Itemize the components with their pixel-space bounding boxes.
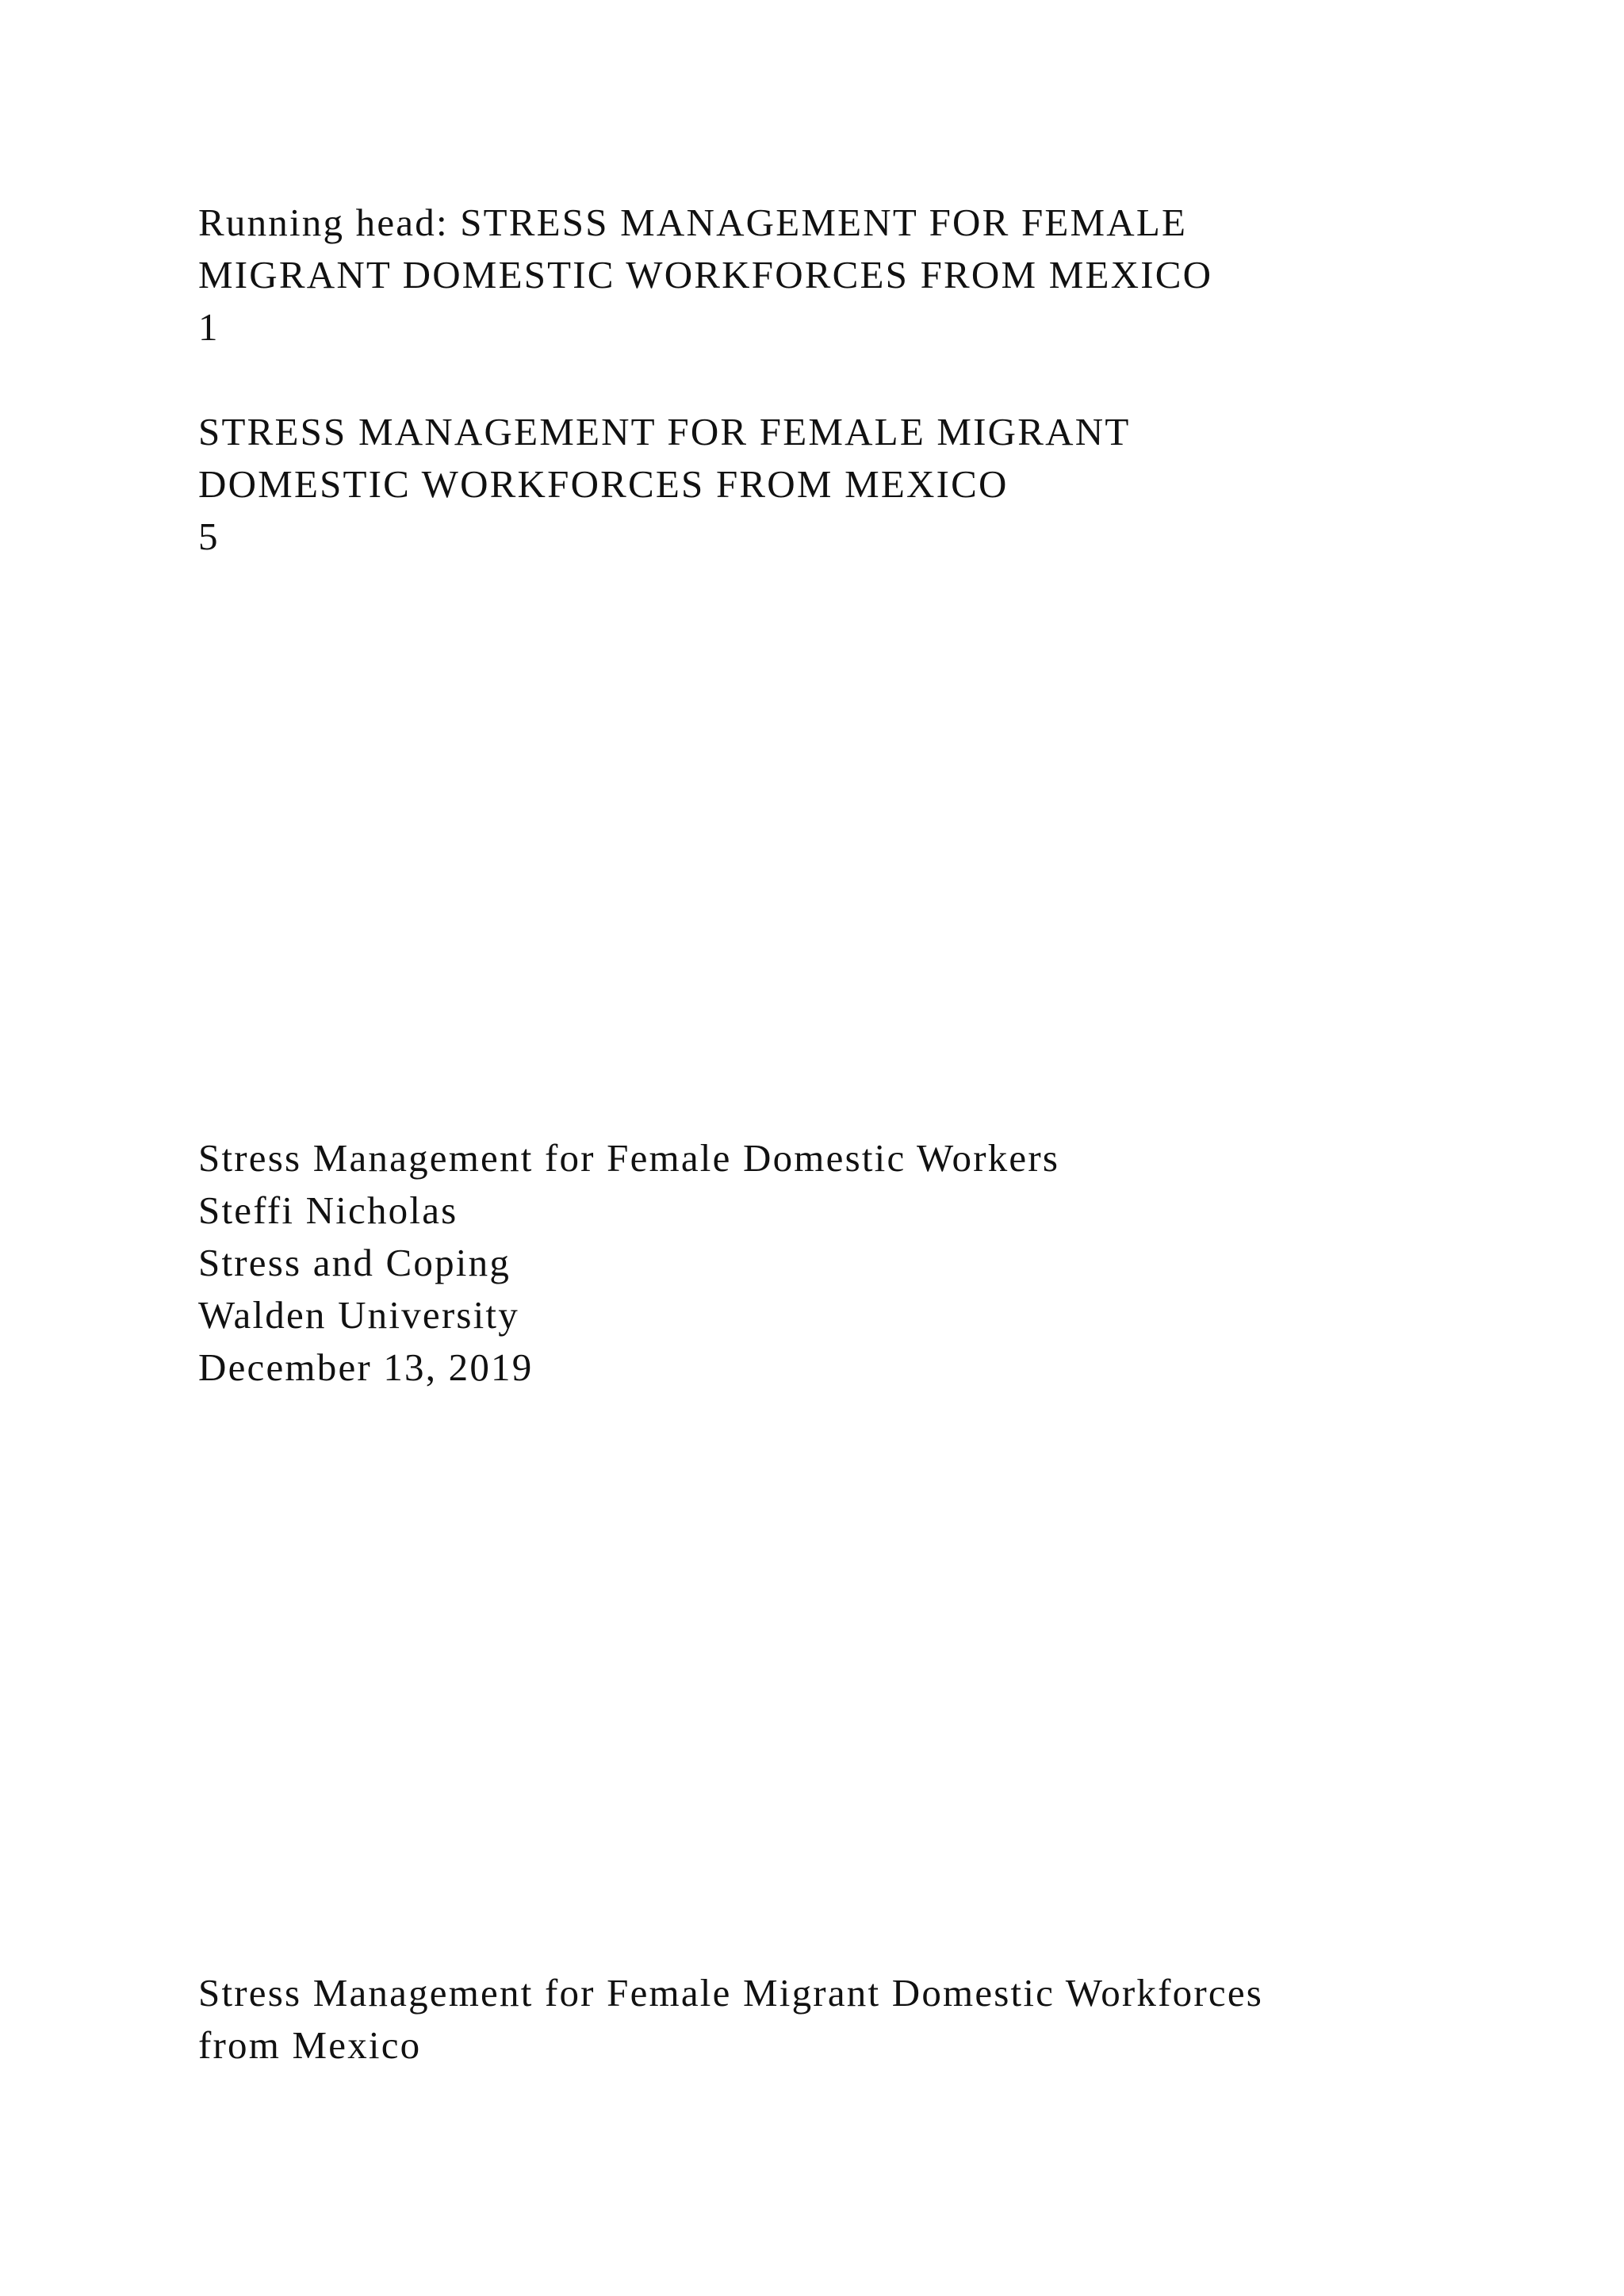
course-name: Stress and Coping xyxy=(198,1241,511,1284)
page-header-line-1: STRESS MANAGEMENT FOR FEMALE MIGRANT xyxy=(198,410,1131,453)
author-name: Steffi Nicholas xyxy=(198,1188,458,1232)
page-number-5: 5 xyxy=(198,515,220,558)
running-head xyxy=(198,197,1467,354)
running-head-line-1: Running head: STRESS MANAGEMENT FOR FEMALE xyxy=(198,201,1188,244)
body-title-line-1: Stress Management for Female Migrant Domestic Workforces xyxy=(198,1971,1264,2015)
page-number-1: 1 xyxy=(198,305,220,349)
body-title-line-2: from Mexico xyxy=(198,2023,422,2067)
submission-date: December 13, 2019 xyxy=(198,1345,534,1389)
body-title xyxy=(198,1967,1467,2072)
page-header xyxy=(198,406,1467,563)
institution-name: Walden University xyxy=(198,1293,519,1337)
paper-title: Stress Management for Female Domestic Workers xyxy=(198,1136,1060,1180)
page-header-line-2: DOMESTIC WORKFORCES FROM MEXICO xyxy=(198,462,1009,506)
title-page-info xyxy=(198,1132,1467,1394)
running-head-line-2: MIGRANT DOMESTIC WORKFORCES FROM MEXICO xyxy=(198,253,1213,297)
